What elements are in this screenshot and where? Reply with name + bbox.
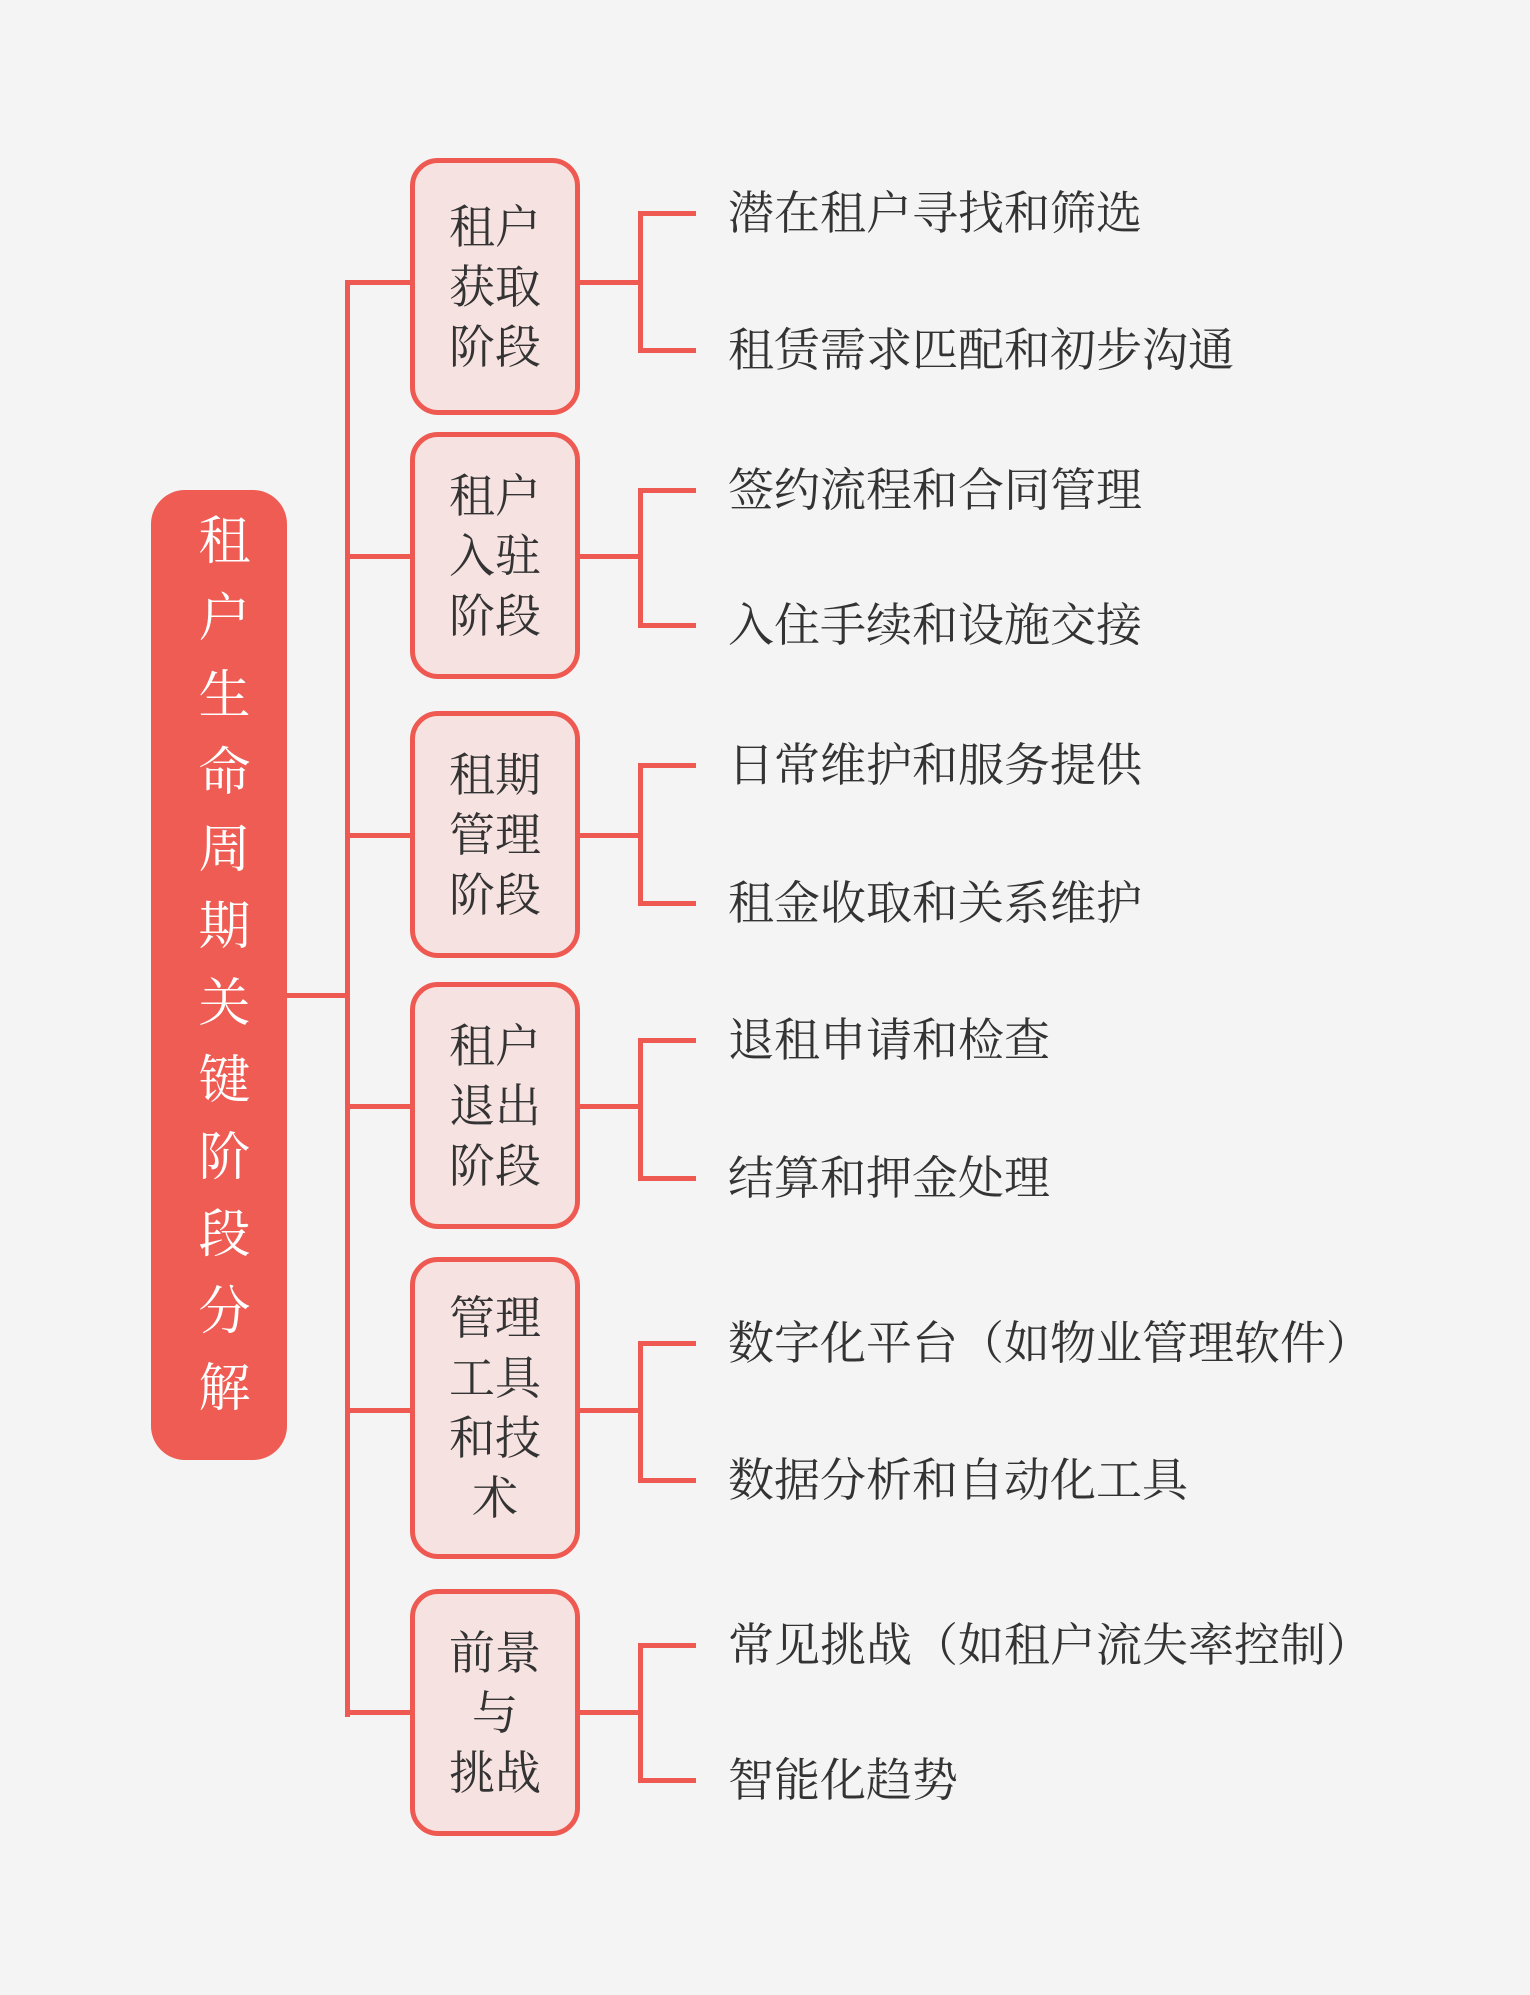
branch-label-line: 和技 — [449, 1412, 541, 1464]
branch-label-line: 租户 — [449, 200, 541, 253]
branch-label-line: 退出 — [449, 1079, 541, 1132]
connector-branch-3-left — [345, 833, 415, 838]
connector-branch-3-children-vertical — [638, 763, 643, 906]
branch-node-tenancy-management[interactable] — [410, 711, 580, 958]
connector-root-trunk — [287, 993, 348, 998]
branch-node-tenant-onboarding[interactable] — [410, 432, 580, 679]
connector-branch-5-right — [578, 1408, 643, 1413]
branch-label-line: 阶段 — [449, 320, 541, 373]
leaf-exit-application[interactable]: 退租申请和检查 — [728, 1014, 1050, 1066]
leaf-daily-maintenance[interactable]: 日常维护和服务提供 — [728, 739, 1142, 791]
connector-branch-4-children-vertical — [638, 1038, 643, 1181]
branch-label-line: 工具 — [449, 1352, 541, 1404]
leaf-rent-collection[interactable]: 租金收取和关系维护 — [728, 877, 1142, 929]
branch-node-tenant-acquisition[interactable] — [410, 158, 580, 415]
connector-branch-3-right — [578, 833, 643, 838]
connector-leaf-tick — [638, 1478, 696, 1483]
connector-branch-5-children-vertical — [638, 1341, 643, 1483]
leaf-signing-contract[interactable]: 签约流程和合同管理 — [728, 464, 1142, 516]
leaf-potential-tenant-search[interactable]: 潜在租户寻找和筛选 — [728, 187, 1142, 239]
connector-branch-2-children-vertical — [638, 488, 643, 628]
leaf-settlement-deposit[interactable]: 结算和押金处理 — [728, 1152, 1050, 1204]
branch-label-line: 前景 — [449, 1626, 541, 1679]
branch-label-line: 阶段 — [449, 1139, 541, 1192]
connector-leaf-tick — [638, 488, 696, 493]
branch-label-line: 租期 — [449, 748, 541, 801]
connector-leaf-tick — [638, 1643, 696, 1648]
connector-branch-4-right — [578, 1104, 643, 1109]
branch-label-line: 租户 — [449, 469, 541, 522]
branch-label-line: 与 — [472, 1686, 518, 1739]
connector-branch-1-left — [345, 280, 415, 285]
root-label: 租户生命周期关键阶段分解 — [190, 513, 248, 1437]
connector-leaf-tick — [638, 1038, 696, 1043]
connector-leaf-tick — [638, 623, 696, 628]
branch-label-line: 阶段 — [449, 868, 541, 921]
branch-label-line: 挑战 — [449, 1746, 541, 1799]
leaf-demand-matching[interactable]: 租赁需求匹配和初步沟通 — [728, 324, 1234, 376]
branch-label-line: 管理 — [449, 808, 541, 861]
connector-leaf-tick — [638, 901, 696, 906]
connector-trunk-vertical — [345, 280, 350, 1717]
connector-leaf-tick — [638, 1778, 696, 1783]
leaf-intelligent-trends[interactable]: 智能化趋势 — [728, 1754, 958, 1806]
branch-label-line: 术 — [472, 1472, 518, 1524]
leaf-common-challenges[interactable]: 常见挑战（如租户流失率控制） — [728, 1619, 1372, 1671]
branch-node-tenant-exit[interactable] — [410, 982, 580, 1229]
connector-branch-6-right — [578, 1710, 643, 1715]
connector-branch-4-left — [345, 1104, 415, 1109]
leaf-digital-platform[interactable]: 数字化平台（如物业管理软件） — [728, 1317, 1372, 1369]
connector-branch-2-right — [578, 554, 643, 559]
branch-label-line: 租户 — [449, 1019, 541, 1072]
branch-node-tools-technology[interactable] — [410, 1257, 580, 1559]
connector-branch-1-children-vertical — [638, 211, 643, 353]
root-node[interactable] — [151, 490, 287, 1460]
connector-leaf-tick — [638, 1176, 696, 1181]
connector-branch-6-children-vertical — [638, 1643, 643, 1783]
connector-leaf-tick — [638, 348, 696, 353]
leaf-movein-handover[interactable]: 入住手续和设施交接 — [728, 599, 1142, 651]
leaf-data-analysis-automation[interactable]: 数据分析和自动化工具 — [728, 1454, 1188, 1506]
branch-label-line: 阶段 — [449, 589, 541, 642]
connector-branch-5-left — [345, 1408, 415, 1413]
connector-leaf-tick — [638, 1341, 696, 1346]
connector-branch-6-left — [345, 1710, 415, 1715]
branch-label-line: 获取 — [449, 260, 541, 313]
connector-leaf-tick — [638, 763, 696, 768]
connector-leaf-tick — [638, 211, 696, 216]
branch-node-outlook-challenges[interactable] — [410, 1589, 580, 1836]
branch-label-line: 管理 — [449, 1292, 541, 1344]
connector-branch-1-right — [578, 280, 643, 285]
branch-label-line: 入驻 — [449, 529, 541, 582]
connector-branch-2-left — [345, 554, 415, 559]
